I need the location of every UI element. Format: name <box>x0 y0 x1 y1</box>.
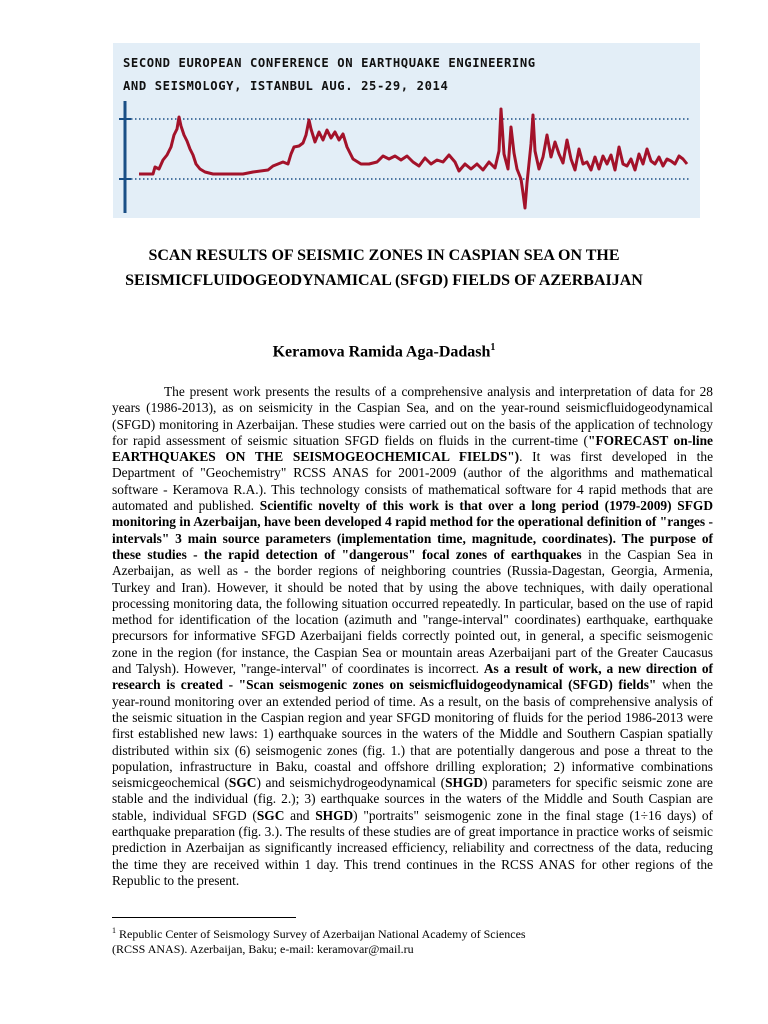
author-name: Keramova Ramida Aga-Dadash <box>272 343 491 361</box>
conference-banner <box>113 43 700 218</box>
abstract-text-run: The present work presents the results of a comprehensive analysis and interpretation of data for 28 years (1986-2013), as on seismicity in the Caspian Sea, and on the year-round seismicfluidogeodynamical (SFGD) monitoring in Azerbaijan. These studies were carried out on the basis of the application of technology for rapid assessment of seismic situation SFGD fields on fluids in the current-time ( <box>112 384 713 448</box>
banner-line-1: SECOND EUROPEAN CONFERENCE ON EARTHQUAKE ENGINEERING <box>123 56 536 70</box>
footnote-line-1 <box>112 923 632 942</box>
author-line <box>0 342 768 361</box>
abstract-bold-run: SHGD <box>315 807 354 823</box>
footnote <box>112 923 632 957</box>
abstract-bold-run: SHGD <box>445 775 484 791</box>
banner-line-2: AND SEISMOLOGY, ISTANBUL AUG. 25-29, 2014 <box>123 79 449 93</box>
abstract-bold-run: SGC <box>228 775 257 791</box>
abstract-paragraph <box>112 384 713 889</box>
abstract-bold-run: Scientific novelty of this work is that over a long period (1979-2009) SFGD monitoring in Azerbaijan, have been developed 4 rapid method for the operational definition of "ranges - intervals" 3 main source parameters (implementation time, magnitude, coordinates). The purpose of these studies - the rapid detection of "dangerous" focal zones of earthquakes <box>112 498 714 562</box>
author-footnote-mark: 1 <box>490 342 496 353</box>
abstract-text-run: and <box>284 807 316 823</box>
paper-title <box>60 243 708 293</box>
title-line-1: SCAN RESULTS OF SEISMIC ZONES IN CASPIAN SEA ON THE <box>148 247 620 264</box>
abstract-text-run: ) "portraits" seismogenic zone in the final stage (1÷16 days) of earthquake preparation (fig. 3.). The results of these studies are of great importance in practice works of seismic prediction in Azerbaijan as significantly increased efficiency, reliability and correctness of the data, reducing the time they are received within 1 day. This trend continues in the RCSS ANAS for other regions of the Republic to the present. <box>112 807 713 888</box>
abstract-text-run: ) and seismichydrogeodynamical ( <box>256 775 446 791</box>
abstract-text-run: when the year-round monitoring over an extended period of time. As a result, on the basis of comprehensive analysis of the seismic situation in the Caspian region and year SFGD monitoring of fluids for the period 1986-2013 were first established new laws: 1) earthquake sources in the waters of the Middle and Southern Caspian spatially distributed within six (6) seismogenic zones (fig. 1.) that are potentially dangerous and pose a threat to the population, infrastructure in Baku, coastal and offshore drilling exploration; 2) informative combinations seismicgeochemical ( <box>112 677 714 791</box>
footnote-separator <box>112 917 296 918</box>
abstract-bold-run: SGC <box>256 807 285 823</box>
abstract-text-run: . It was first developed in the Department of "Geochemistry" RCSS ANAS for 2001-2009 (author of the algorithms and mathematical software - Keramova R.A.). This technology consists of mathematical software for 4 rapid methods that are automated and published. <box>112 449 714 514</box>
abstract-bold-run: As a result of work, a new direction of research is created - "Scan seismogenic zones on seismicfluidogeodynamical (SFGD) fields" <box>112 661 713 693</box>
footnote-mark: 1 <box>112 926 116 935</box>
footnote-line-2: (RCSS ANAS). Azerbaijan, Baku; e-mail: keramovar@mail.ru <box>112 942 414 956</box>
abstract-text-run: in the Caspian Sea in Azerbaijan, as well as - the border regions of neighboring countries (Russia-Dagestan, Georgia, Armenia, Turkey and Iran). However, it should be noted that by using the above techniques, with daily operational processing monitoring data, the following situation occurred repeatedly. In particular, based on the use of rapid method for identification of the location (azimuth and "range-interval" coordinates) earthquake, earthquake precursors for informative SFGD Azerbaijani fields correctly pointed out, in general, a specific seismogenic zone in the region (for instance, the Caspian Sea or mountain areas Azerbaijani part of the Greater Caucasus and Talysh). However, "range-interval" of coordinates is incorrect. <box>112 546 713 677</box>
abstract-bold-run: "FORECAST on-line EARTHQUAKES ON THE SEISMOGEOCHEMICAL FIELDS") <box>112 432 713 465</box>
title-line-2: SEISMICFLUIDOGEODYNAMICAL (SFGD) FIELDS OF AZERBAIJAN <box>125 272 643 289</box>
footnote-text-1: Republic Center of Seismology Survey of Azerbaijan National Academy of Sciences <box>119 927 526 941</box>
abstract-text-run: ) parameters for specific seismic zone are stable and the individual (fig. 2.); 3) earthquake sources in the waters of the Middle and South Caspian are stable, individual SFGD ( <box>112 775 713 823</box>
